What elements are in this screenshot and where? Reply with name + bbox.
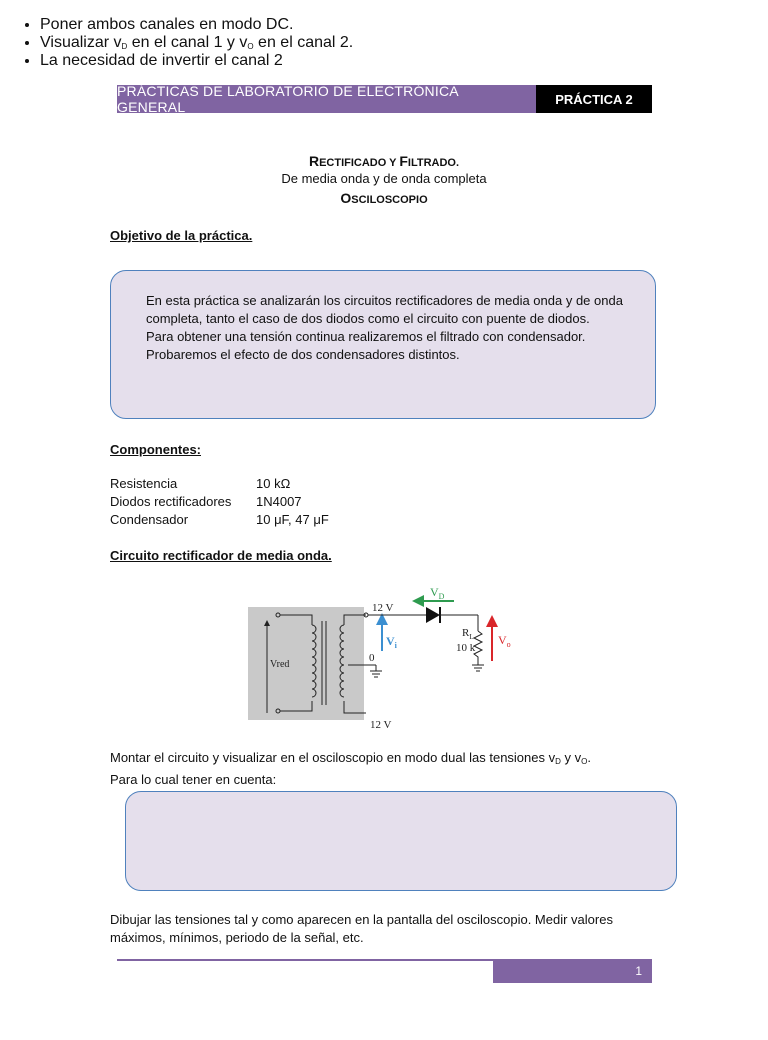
list-item: • La necesidad de invertir el canal 2 xyxy=(40,52,768,70)
rl-value-label: 10 k xyxy=(456,642,476,654)
diode-symbol xyxy=(426,607,440,623)
vd-label: $V_D$ xyxy=(430,585,445,601)
instruction-line-1 xyxy=(110,749,670,771)
objective-heading: Objetivo de la práctica. xyxy=(110,228,253,243)
component-name: Diodos rectificadores xyxy=(110,494,232,509)
oscilloscope-title xyxy=(110,190,658,206)
osc-cap-o: O xyxy=(340,190,352,206)
component-name: Resistencia xyxy=(110,476,178,491)
component-value: 10 μF, 47 μF xyxy=(256,512,329,527)
component-row xyxy=(110,494,302,509)
rl-label: $R_L$ xyxy=(462,627,474,641)
footer-line xyxy=(117,959,493,961)
instr-part-1: Montar el circuito y visualizar en el osciloscopio en modo dual las tensiones v xyxy=(110,750,556,765)
header-practice-label xyxy=(536,85,652,113)
transformer-block xyxy=(248,607,364,720)
title-cap-f: F xyxy=(399,153,408,169)
notes-box xyxy=(125,791,677,891)
component-value: 1N4007 xyxy=(256,494,302,509)
objective-paragraph: Para obtener una tensión continua realizaremos el filtrado con condensador. xyxy=(146,329,586,344)
half-wave-heading: Circuito rectificador de media onda. xyxy=(110,548,332,563)
half-wave-circuit-diagram xyxy=(240,581,530,733)
objective-text xyxy=(146,292,638,364)
title-cap-r: R xyxy=(308,153,320,169)
vo-label: $V_o$ xyxy=(498,633,511,649)
subtitle: De media onda y de onda completa xyxy=(281,171,487,186)
instr-part-2: y v xyxy=(560,750,582,765)
title-rest-1: ECTIFICADO Y xyxy=(319,157,400,169)
components-heading: Componentes: xyxy=(110,442,201,457)
practice-label-text: PRÁCTICA 2 xyxy=(555,91,633,107)
top-voltage-label: 12 V xyxy=(372,602,394,614)
b2-part-b: en el canal 1 y v xyxy=(127,34,248,51)
footer-page-box xyxy=(493,959,652,983)
b2-sub-o: O xyxy=(247,42,254,51)
osc-rest: SCILOSCOPIO xyxy=(351,194,428,206)
instr-sub-o: O xyxy=(581,757,588,766)
zero-label: 0 xyxy=(369,652,375,664)
list-item xyxy=(40,34,768,52)
page-number: 1 xyxy=(635,964,642,978)
b2-part-a: Visualizar v xyxy=(40,34,122,51)
objective-paragraph: En esta práctica se analizarán los circuitos rectificadores de media onda y de onda completa, tanto el caso de dos diodos como el circuito con puente de diodos. xyxy=(146,293,623,326)
component-row xyxy=(110,512,329,527)
vred-label: Vred xyxy=(270,659,290,670)
bottom-voltage-label: 12 V xyxy=(370,719,392,731)
list-item: • Poner ambos canales en modo DC. xyxy=(40,16,768,34)
instruction-text xyxy=(110,749,670,789)
draw-instructions: Dibujar las tensiones tal y como aparecen en la pantalla del osciloscopio. Medir valores máximos, mínimos, periodo de la señal, etc. xyxy=(110,912,613,945)
title-rest-2: ILTRADO. xyxy=(407,157,460,169)
header-course-title xyxy=(117,85,536,113)
main-title xyxy=(110,153,658,169)
component-name: Condensador xyxy=(110,512,189,527)
instr-part-3: . xyxy=(587,750,591,765)
instr-sub-d: D xyxy=(555,757,561,766)
instruction-line-2: Para lo cual tener en cuenta: xyxy=(110,772,277,787)
course-title-text: PRÁCTICAS DE LABORATORIO DE ELECTRÓNICA GENERAL xyxy=(117,83,459,115)
notes-list xyxy=(0,16,768,70)
b2-part-c: en el canal 2. xyxy=(253,34,354,51)
b2-sub-d: D xyxy=(121,42,128,51)
vi-label: $V_i$ xyxy=(386,634,397,650)
component-value: 10 kΩ xyxy=(256,476,291,491)
component-row xyxy=(110,476,290,491)
objective-paragraph: Probaremos el efecto de dos condensadores distintos. xyxy=(146,347,460,362)
